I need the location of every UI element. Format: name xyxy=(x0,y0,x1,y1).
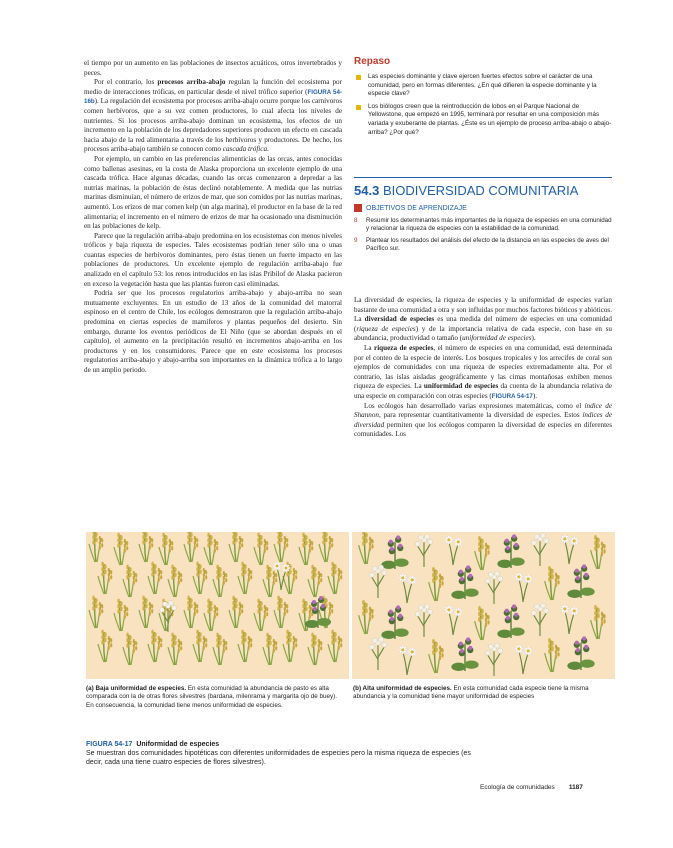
grass-plant xyxy=(274,596,288,628)
square-bullet-icon xyxy=(356,105,361,110)
yarrow-plant xyxy=(415,604,433,637)
review-title: Repaso xyxy=(354,56,391,67)
grass-plant xyxy=(545,566,560,600)
grass-plant xyxy=(263,565,277,597)
yarrow-plant xyxy=(415,534,433,567)
yarrow-plant xyxy=(485,643,503,676)
grass-plant xyxy=(308,565,322,597)
grass-plant xyxy=(168,565,182,597)
yarrow-plant xyxy=(531,603,549,636)
grass-plant xyxy=(139,532,153,562)
grass-plant xyxy=(213,565,227,597)
caption-a: (a) Baja uniformidad de especies. En esta comunidad la abundancia de pasto es alta comparada con la de otras flores silvestres (bardana, milenrama y margarita ojo de buey). En consecuencia, la comunidad tiene menos uniformidad de especies. xyxy=(86,685,337,709)
figure-reference[interactable]: FIGURA 54-16b xyxy=(84,88,342,106)
figure-panel-high-evenness xyxy=(352,532,615,679)
grass-plant xyxy=(328,630,342,662)
yarrow-plant xyxy=(369,565,387,598)
figure-description: Se muestran dos comunidades hipotéticas con diferentes uniformidades de especies pero la misma riqueza de especies (es decir, cada una tiene cuatro especies de flores silvestres). xyxy=(86,750,471,766)
review-question: Los biólogos creen que la reintroducción de lobos en el Parque Nacional de Yellowstone, que empezó en 1995, terminará por resultar en una composición más variada y exuberante de plantas. ¿Éste es un ejemplo de proceso arriba-abajo o abajo-arriba? ¿Por qué? xyxy=(354,103,612,137)
objective-item: 8 Resumir los determinantes más importantes de la riqueza de especies en una comunidad y relacionar la riqueza de especies con la estabilidad de la comunidad. xyxy=(354,217,612,233)
grass-plant xyxy=(299,533,313,565)
objective-item: 9 Plantear los resultados del análisis del efecto de la distancia en las especies de aves del Pacífico sur. xyxy=(354,236,609,253)
grass-plant xyxy=(193,630,207,662)
grass-plant xyxy=(545,638,560,672)
paragraph: La riqueza de especies, el número de especies en una comunidad, está determinada por el conteo de la especie de interés. Los bosques tropicales y los arrecifes de coral son ejemplos de comunidades con una riqueza de especies extremadamente alta. Por el contrario, las islas aisladas geográficamente y las cimas montañosas exhiben menos riqueza de especies. La uniformidad de especies da cuenta de la abundancia relativa de una especie en comparación con otras especies (FIGURA 54-17). xyxy=(354,343,613,400)
objectives-icon xyxy=(354,204,362,212)
yarrow-plant xyxy=(485,571,503,604)
grass-plant xyxy=(229,596,243,628)
paragraph: el tiempo por un aumento en las poblaciones de insectos acuáticos, otros invertebrados y peces. xyxy=(84,59,342,77)
burdock-plant xyxy=(381,605,408,639)
grass-plant xyxy=(123,565,137,597)
oxeye-daisy-plant xyxy=(560,604,578,634)
paragraph: Los ecólogos han desarrollado varias expresiones matemáticas, como el índice de Shannon, para representar cuantitativamente la diversidad de especies. Estos índices de diversidad permiten que los ecólogos comparen la diversidad de especies en diferentes comunidades. Los xyxy=(354,401,612,439)
grass-plant xyxy=(429,639,444,673)
grass-plant xyxy=(475,606,490,640)
figure-label: FIGURA 54-17 xyxy=(86,741,133,748)
grass-plant xyxy=(263,633,277,665)
oxeye-daisy-plant xyxy=(444,535,462,565)
paragraph: La diversidad de especies, la riqueza de especies y la uniformidad de especies varían bastante de una comunidad a otra y son influidas por muchos factores bióticos y abióticos. La diversidad de especies es una medida del número de especies en una comunidad (riqueza de especies) y de la importancia relativa de cada especie, con base en su abundancia, productividad o tamaño (uniformidad de especies). xyxy=(354,296,612,343)
section-divider xyxy=(354,177,612,178)
chapter-name: Ecología de comunidades xyxy=(480,784,555,791)
yarrow-plant xyxy=(160,601,177,632)
grass-plant xyxy=(204,599,218,631)
grass-plant xyxy=(274,532,288,562)
grass-plant xyxy=(238,630,252,662)
burdock-plant xyxy=(451,637,478,671)
grass-plant xyxy=(328,562,342,594)
grass-plant xyxy=(213,633,227,665)
grass-plant xyxy=(319,532,333,562)
grass-plant xyxy=(123,633,137,665)
yarrow-plant xyxy=(531,533,549,566)
grass-plant xyxy=(591,605,606,639)
grass-plant xyxy=(359,532,374,564)
oxeye-daisy-plant xyxy=(514,644,532,674)
grass-plant xyxy=(168,633,182,665)
grass-plant xyxy=(139,596,153,628)
grass-plant xyxy=(283,630,297,662)
grass-plant xyxy=(159,533,173,565)
grass-plant xyxy=(89,532,103,562)
grass-plant xyxy=(359,600,374,634)
grass-plant xyxy=(89,596,103,628)
page-footer xyxy=(480,784,583,791)
figure-panel-low-evenness xyxy=(86,532,349,679)
review-question: Las especies dominante y clave ejercen fuertes efectos sobre el carácter de una comunidad, pero en formas diferentes. ¿En qué difieren la especie dominante y la especie clave? xyxy=(354,73,612,99)
grass-plant xyxy=(204,533,218,565)
oxeye-daisy-plant xyxy=(398,573,416,603)
burdock-plant xyxy=(497,604,524,638)
paragraph: Por el contrario, los procesos arriba-abajo regulan la función del ecosistema por medio de interacciones tróficas, en particular desde el nivel trófico superior (FIGURA 54-16b). La regulación del ecosistema por procesos arriba-abajo ocurre porque los carnívoros comen herbívoros, que a su vez comen productores, lo cual afecta los niveles de nutrientes. Si los procesos arriba-abajo dominan un ecosistema, los efectos de un incremento en la población de los depredadores superiores producen un efecto en cascada hacia abajo de la red alimentaria a través de los herbívoros y productores. De hecho, los procesos arriba-abajo también se conocen como cascada trófica. xyxy=(84,78,342,154)
plants-illustration xyxy=(352,532,615,679)
burdock-plant xyxy=(567,564,594,598)
right-column xyxy=(354,296,612,440)
oxeye-daisy-plant xyxy=(514,572,532,602)
caption-b: (b) Alta uniformidad de especies. En esta comunidad cada especie tiene la misma abundancia y la comunidad tiene mayor uniformidad de especies xyxy=(353,685,589,701)
grass-plant xyxy=(98,562,112,594)
oxeye-daisy-plant xyxy=(444,605,462,635)
grass-plant xyxy=(429,567,444,601)
grass-plant xyxy=(193,562,207,594)
grass-plant xyxy=(114,599,128,631)
plants-illustration xyxy=(86,532,349,679)
yarrow-plant xyxy=(369,637,387,670)
page-number: 1187 xyxy=(568,784,583,791)
square-bullet-icon xyxy=(356,75,361,80)
burdock-plant xyxy=(567,636,594,670)
grass-plant xyxy=(238,562,252,594)
grass-plant xyxy=(114,533,128,565)
paragraph: Por ejemplo, un cambio en las preferencias alimenticias de las orcas, antes conocidas como ballenas asesinas, en la costa de Alaska proporciona un excelente ejemplo de una cascada trófica. Hace algunas décadas, cuando las orcas comenzaron a depredar a las nutrias marinas, la población de éstas declinó notablemente. A medida que las nutrias marinas disminuían, el número de erizos de mar, que son comidos por las nutrias marinas, aumentó. Los erizos de mar comen kelp (un alga marina), el productor en la base de la red alimentaria; el incremento en el número de erizos de mar ha ocasionado una disminución en las poblaciones de kelp. xyxy=(84,154,342,231)
figure-title xyxy=(86,740,486,767)
burdock-plant xyxy=(381,535,408,569)
oxeye-daisy-plant xyxy=(560,534,578,564)
figure-heading: Uniformidad de especies xyxy=(136,741,220,748)
section-header xyxy=(354,177,612,257)
grass-plant xyxy=(184,596,198,628)
grass-plant xyxy=(475,536,490,570)
grass-plant xyxy=(148,562,162,594)
burdock-plant xyxy=(451,565,478,599)
review-box xyxy=(354,56,612,141)
objectives-heading: OBJETIVOS DE APRENDIZAJE xyxy=(354,204,612,212)
section-title: 54.3 BIODIVERSIDAD COMUNITARIA xyxy=(354,183,579,198)
oxeye-daisy-plant xyxy=(398,645,416,675)
grass-plant xyxy=(184,532,198,562)
grass-plant xyxy=(591,535,606,569)
burdock-plant xyxy=(497,534,524,568)
paragraph: Parece que la regulación arriba-abajo predomina en los ecosistemas con menos niveles tróficos y baja riqueza de especies. Tales ecosistemas podrían tener sólo una o unas cuantas especies de herbívoros dominantes, pero éstas tienen un fuerte impacto en las poblaciones de productores. Un excelente ejemplo de regulación arriba-abajo fue analizado en el capítulo 53: los renos introducidos en las islas Pribilof de Alaska pacieron en exceso la vegetación hasta que las plantas fueron casi eliminadas. xyxy=(84,231,342,288)
figure-reference[interactable]: FIGURA 54-17 xyxy=(491,392,533,400)
paragraph: Podría ser que los procesos regulatorios arriba-abajo y abajo-arriba no sean mutuamente excluyentes. En un estudio de 13 años de la comunidad del matorral espinoso en el centro de Chile, los ecólogos demostraron que la regulación arriba-abajo predomina en ciertas especies de mamíferos y plantas pequeños del desierto. Sin embargo, durante los eventos periódicos de El Niño (que se abordan después en el capítulo), el aumento en la precipitación resultó en incrementos abajo-arriba en los productores y en los consumidores. Parece que en este ecosistema los procesos regulatorios arriba-abajo y abajo-arriba son importantes en la dinámica trófica a lo largo de un amplio periodo. xyxy=(84,289,342,374)
grass-plant xyxy=(148,630,162,662)
left-column xyxy=(84,59,342,376)
grass-plant xyxy=(254,599,268,631)
grass-plant xyxy=(254,533,268,565)
grass-plant xyxy=(98,630,112,662)
grass-plant xyxy=(229,532,243,562)
grass-plant xyxy=(308,633,322,665)
